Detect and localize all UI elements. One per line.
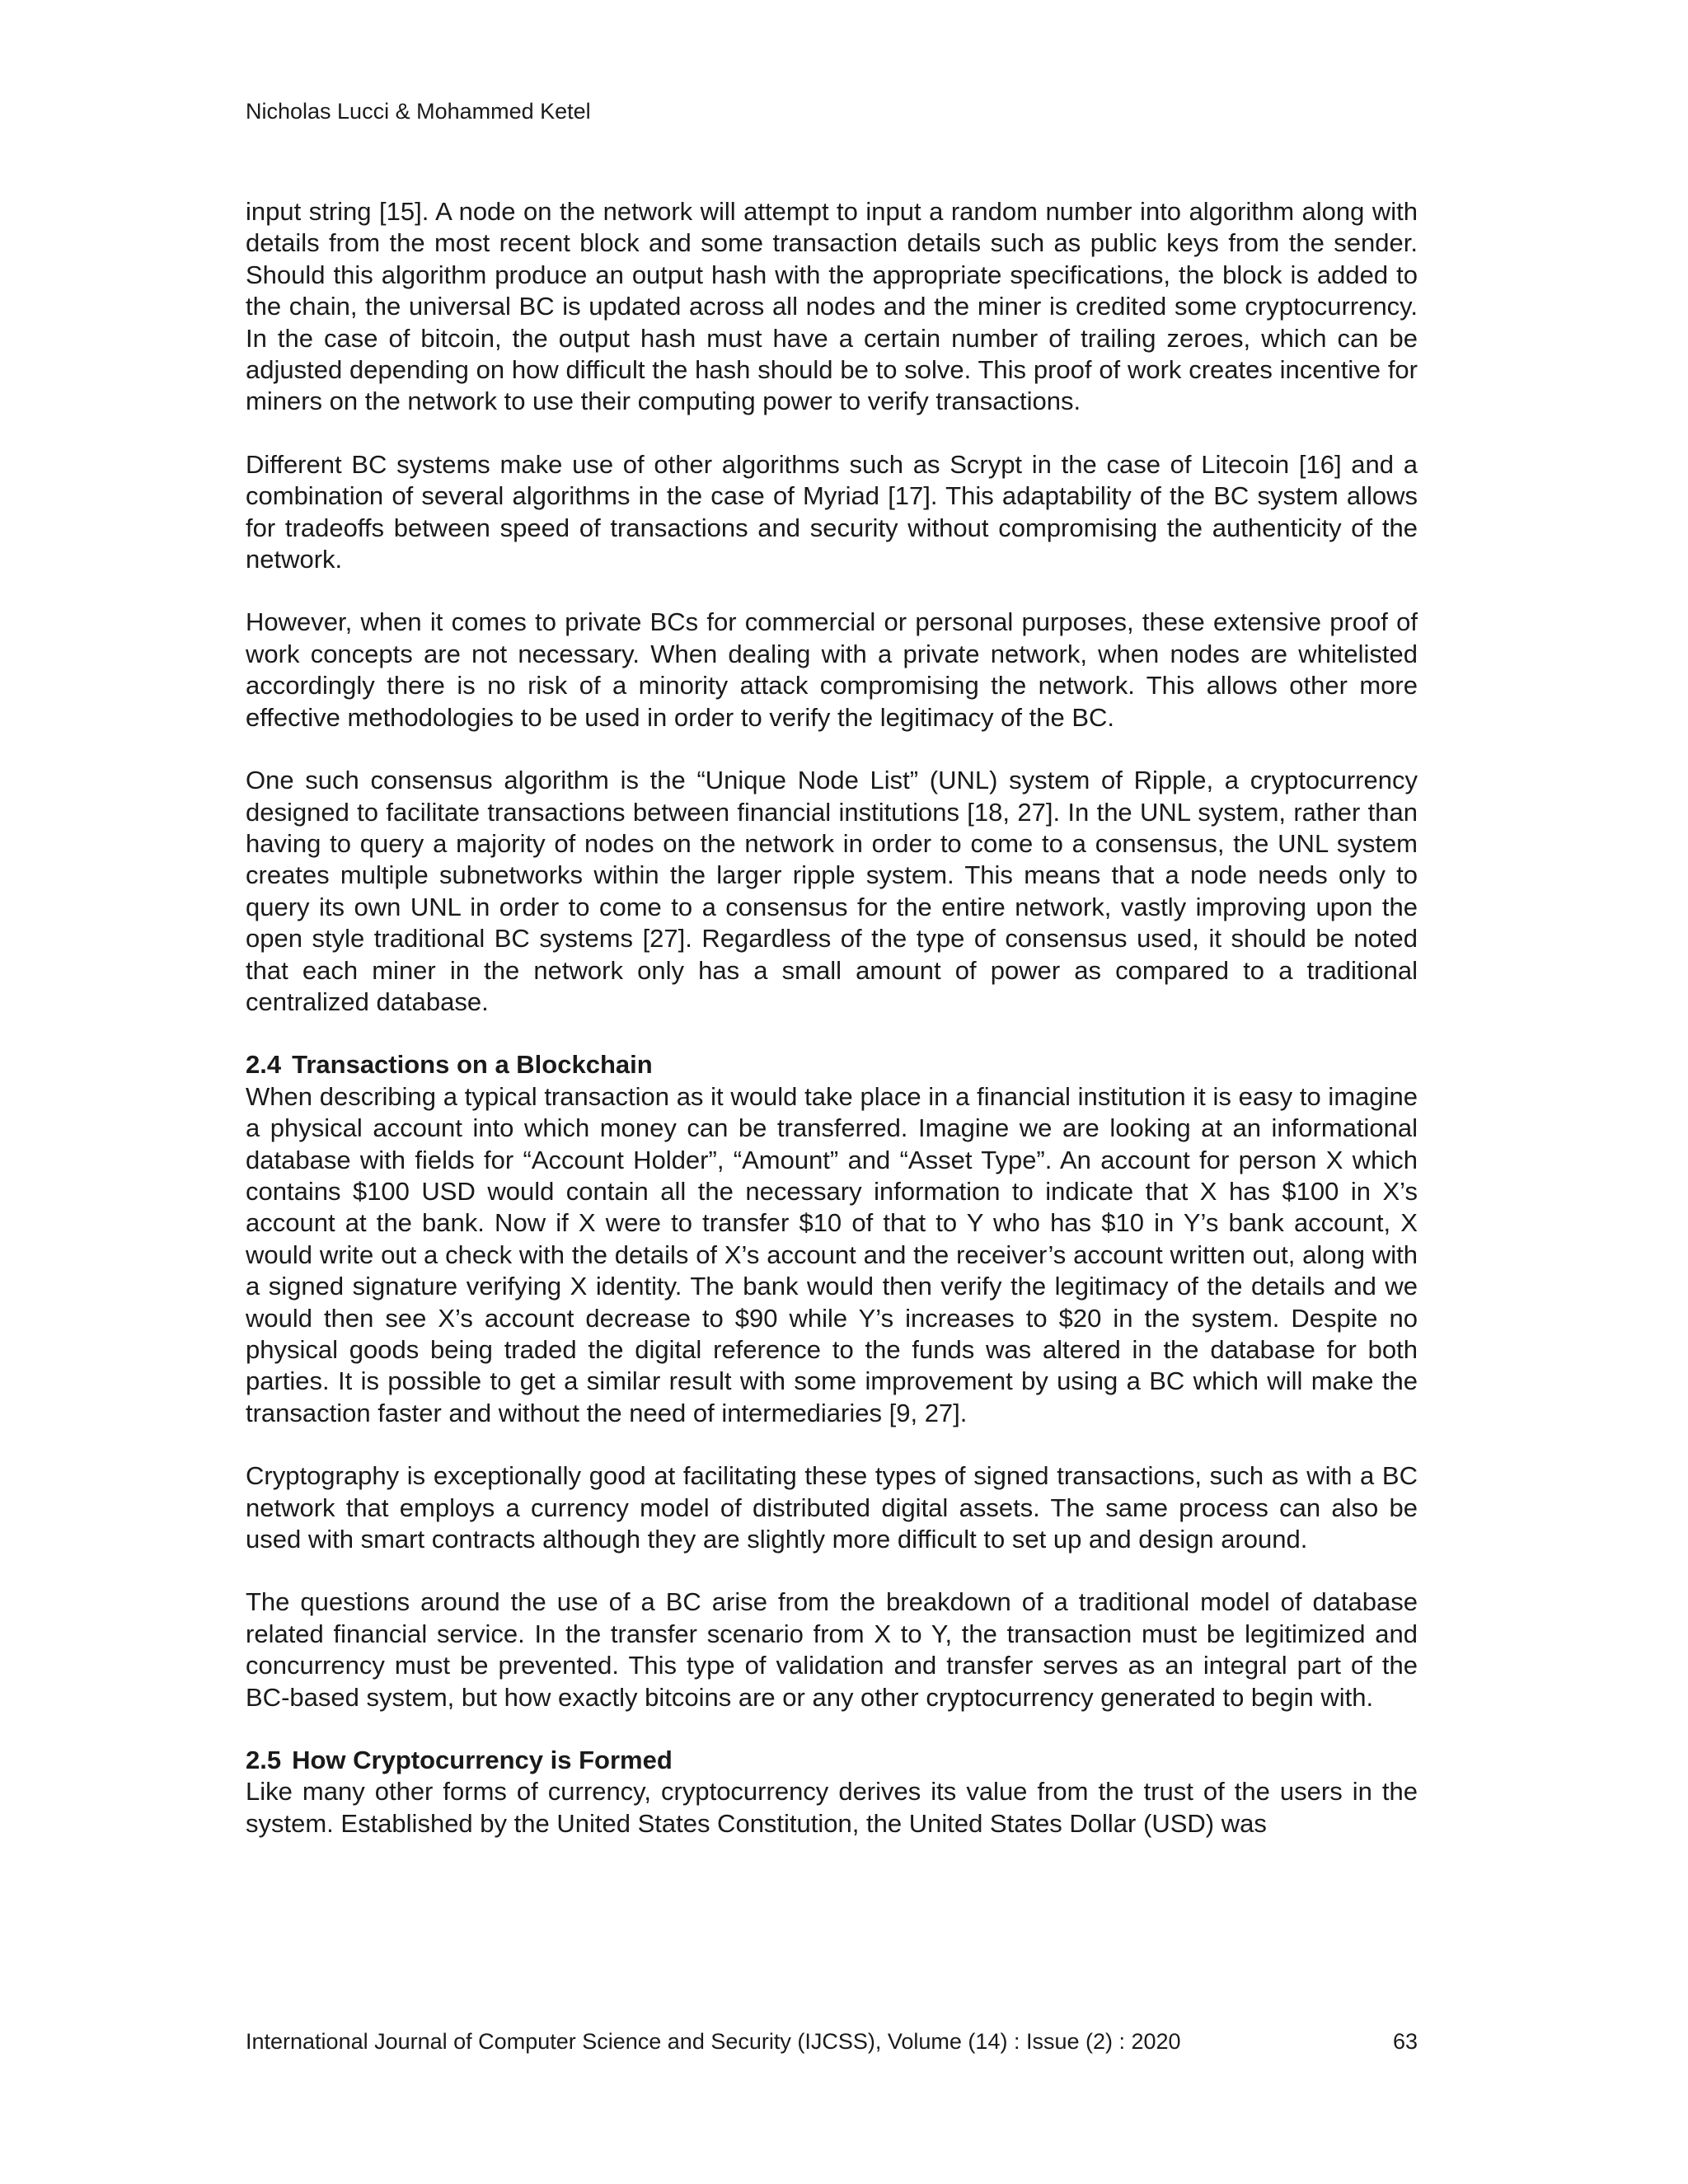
section-number: 2.4	[246, 1050, 282, 1080]
paragraph-typical-transaction: When describing a typical transaction as it would take place in a financial institution it is easy to imagine a physical account into which money can be transferred. Imagine we are looking at an informational database with fields for “Account Holder”, “Amount” and “Asset Type”. An account for person X which contains $100 USD would contain all the necessary information to indicate that X has $100 in X’s account at the bank. Now if X were to transfer $10 of that to Y who has $10 in Y’s bank account, X would write out a check with the details of X’s account and the receiver’s account written out, along with a signed signature verifying X identity. The bank would then verify the legitimacy of the details and we would then see X’s account decrease to $90 while Y’s increases to $20 in the system. Despite no physical goods being traded the digital reference to the funds was altered in the database for both parties. It is possible to get a similar result with some improvement by using a BC which will make the transaction faster and without the need of intermediaries [9, 27].	[246, 1081, 1418, 1427]
paragraph-unl-consensus: One such consensus algorithm is the “Unique Node List” (UNL) system of Ripple, a cryptocurrency designed to facilitate transactions between financial institutions [18, 27]. In the UNL system, rather than having to query a majority of nodes on the network in order to come to a consensus, the UNL system creates multiple subnetworks within the larger ripple system. This means that a node needs only to query its own UNL in order to come to a consensus for the entire network, vastly improving upon the open style traditional BC systems [27]. Regardless of the type of consensus used, it should be noted that each miner in the network only has a small amount of power as compared to a traditional centralized database.	[246, 766, 1418, 1016]
paragraph-private-bcs: However, when it comes to private BCs for commercial or personal purposes, these extensive proof of work concepts are not necessary. When dealing with a private network, when nodes are whitelisted accordingly there is no risk of a minority attack compromising the network. This allows other more effective methodologies to be used in order to verify the legitimacy of the BC.	[246, 607, 1418, 732]
running-head-authors: Nicholas Lucci & Mohammed Ketel	[246, 99, 591, 124]
section-title: Transactions on a Blockchain	[292, 1050, 653, 1080]
page-footer	[246, 2027, 1418, 2055]
paragraph-cryptography: Cryptography is exceptionally good at facilitating these types of signed transactions, such as with a BC network that employs a currency model of distributed digital assets. The same process can also be used with smart contracts although they are slightly more difficult to set up and design around.	[246, 1461, 1418, 1554]
footer-journal: International Journal of Computer Science and Security (IJCSS), Volume (14) : Issue (2) : 2020	[246, 2029, 1181, 2054]
section-heading-2-5	[246, 1745, 1418, 1776]
paragraph-other-algorithms: Different BC systems make use of other algorithms such as Scrypt in the case of Litecoin [16] and a combination of several algorithms in the case of Myriad [17]. This adaptability of the BC system allows for tradeoffs between speed of transactions and security without compromising the authenticity of the network.	[246, 449, 1418, 574]
paragraph-proof-of-work: input string [15]. A node on the network will attempt to input a random number into algorithm along with details from the most recent block and some transaction details such as public keys from the sender. Should this algorithm produce an output hash with the appropriate specifications, the block is added to the chain, the universal BC is updated across all nodes and the miner is credited some cryptocurrency. In the case of bitcoin, the output hash must have a certain number of trailing zeroes, which can be adjusted depending on how difficult the hash should be to solve. This proof of work creates incentive for miners on the network to use their computing power to verify transactions.	[246, 197, 1418, 416]
section-title: How Cryptocurrency is Formed	[292, 1746, 673, 1775]
section-number: 2.5	[246, 1746, 282, 1775]
body-text	[246, 196, 1418, 1840]
page-number: 63	[1392, 2029, 1418, 2054]
paragraph-currency-trust: Like many other forms of currency, cryptocurrency derives its value from the trust of the users in the system. Established by the United States Constitution, the United States Dollar (USD) was	[246, 1777, 1418, 1838]
paragraph-bc-questions: The questions around the use of a BC arise from the breakdown of a traditional model of database related financial service. In the transfer scenario from X to Y, the transaction must be legitimized and concurrency must be prevented. This type of validation and transfer serves as an integral part of the BC-based system, but how exactly bitcoins are or any other cryptocurrency generated to begin with.	[246, 1587, 1418, 1712]
section-heading-2-4	[246, 1049, 1418, 1080]
